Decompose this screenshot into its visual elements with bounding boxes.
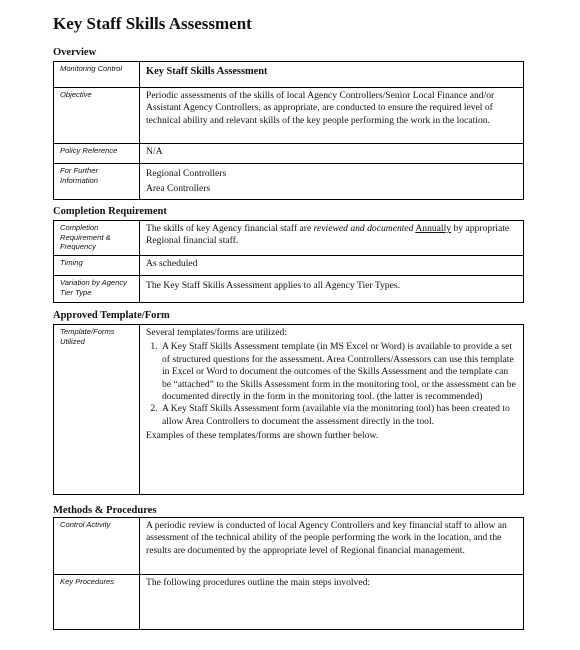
row-value-line: Area Controllers <box>146 183 211 194</box>
row-value-line: Regional Controllers <box>146 168 227 179</box>
row-value: The following procedures outline the main steps involved: <box>140 575 524 630</box>
row-label: Template/Forms Utilized <box>54 325 140 495</box>
table-row <box>54 62 524 88</box>
table-row <box>54 518 524 575</box>
row-value: N/A <box>140 144 524 164</box>
table-row <box>54 164 524 200</box>
template-intro: Several templates/forms are utilized: <box>146 327 287 338</box>
row-value: The Key Staff Skills Assessment applies to all Agency Tier Types. <box>140 276 524 303</box>
table-row <box>54 144 524 164</box>
table-row <box>54 276 524 303</box>
overview-table <box>53 61 524 200</box>
table-row <box>54 88 524 144</box>
row-value: As scheduled <box>140 256 524 276</box>
list-item: 1. A Key Staff Skills Assessment template (in MS Excel or Word) is available to provide a set of structured questions for the assessment. Area Controllers/Assessors can use this template in Excel or Word to document the outcomes of the Skills Assessment and the template can be “attached” to the Skills Assessment form in the monitoring tool, or the assessment can be documented directly in the form in the monitoring tool. (the latter is recommended) <box>160 341 517 403</box>
document-title: Key Staff Skills Assessment <box>53 14 252 33</box>
template-table <box>53 324 524 495</box>
row-label: Variation by Agency Tier Type <box>54 276 140 303</box>
row-value: A periodic review is conducted of local Agency Controllers and key financial staff to allow an assessment of the technical ability of the people performing the work in the location, and the results are documented by the appropriate level of Regional financial management. <box>140 518 524 575</box>
row-label: Timing <box>54 256 140 276</box>
row-label: Policy Reference <box>54 144 140 164</box>
section-heading-overview: Overview <box>53 47 97 58</box>
methods-table <box>53 517 524 630</box>
table-row <box>54 256 524 276</box>
template-list <box>146 341 517 428</box>
row-label: Monitoring Control <box>54 62 140 88</box>
row-label: Key Procedures <box>54 575 140 630</box>
template-outro: Examples of these templates/forms are shown further below. <box>146 430 379 442</box>
table-row <box>54 325 524 495</box>
completion-table <box>53 220 524 303</box>
row-value: The skills of key Agency financial staff are reviewed and documented Annually by appropriate Regional financial staff. <box>140 221 524 256</box>
row-value <box>140 325 524 495</box>
section-heading-completion: Completion Requirement <box>53 206 167 217</box>
section-heading-template: Approved Template/Form <box>53 310 170 321</box>
row-label: Control Activity <box>54 518 140 575</box>
row-value: Key Staff Skills Assessment <box>140 62 524 88</box>
section-heading-methods: Methods & Procedures <box>53 505 157 516</box>
table-row <box>54 575 524 630</box>
row-label: Completion Requirement & Frequency <box>54 221 140 256</box>
row-value: Periodic assessments of the skills of local Agency Controllers/Senior Local Finance and/or Assistant Agency Controllers, as appropriate, are conducted to ensure the required level of technical ability and relevant skills of the key people performing the work in the location. <box>140 88 524 144</box>
list-item: 2. A Key Staff Skills Assessment form (available via the monitoring tool) has been created to allow Area Controllers to document the assessment directly in the tool. <box>160 403 517 428</box>
row-value <box>140 164 524 200</box>
table-row <box>54 221 524 256</box>
row-label: Objective <box>54 88 140 144</box>
row-label: For Further Information <box>54 164 140 200</box>
